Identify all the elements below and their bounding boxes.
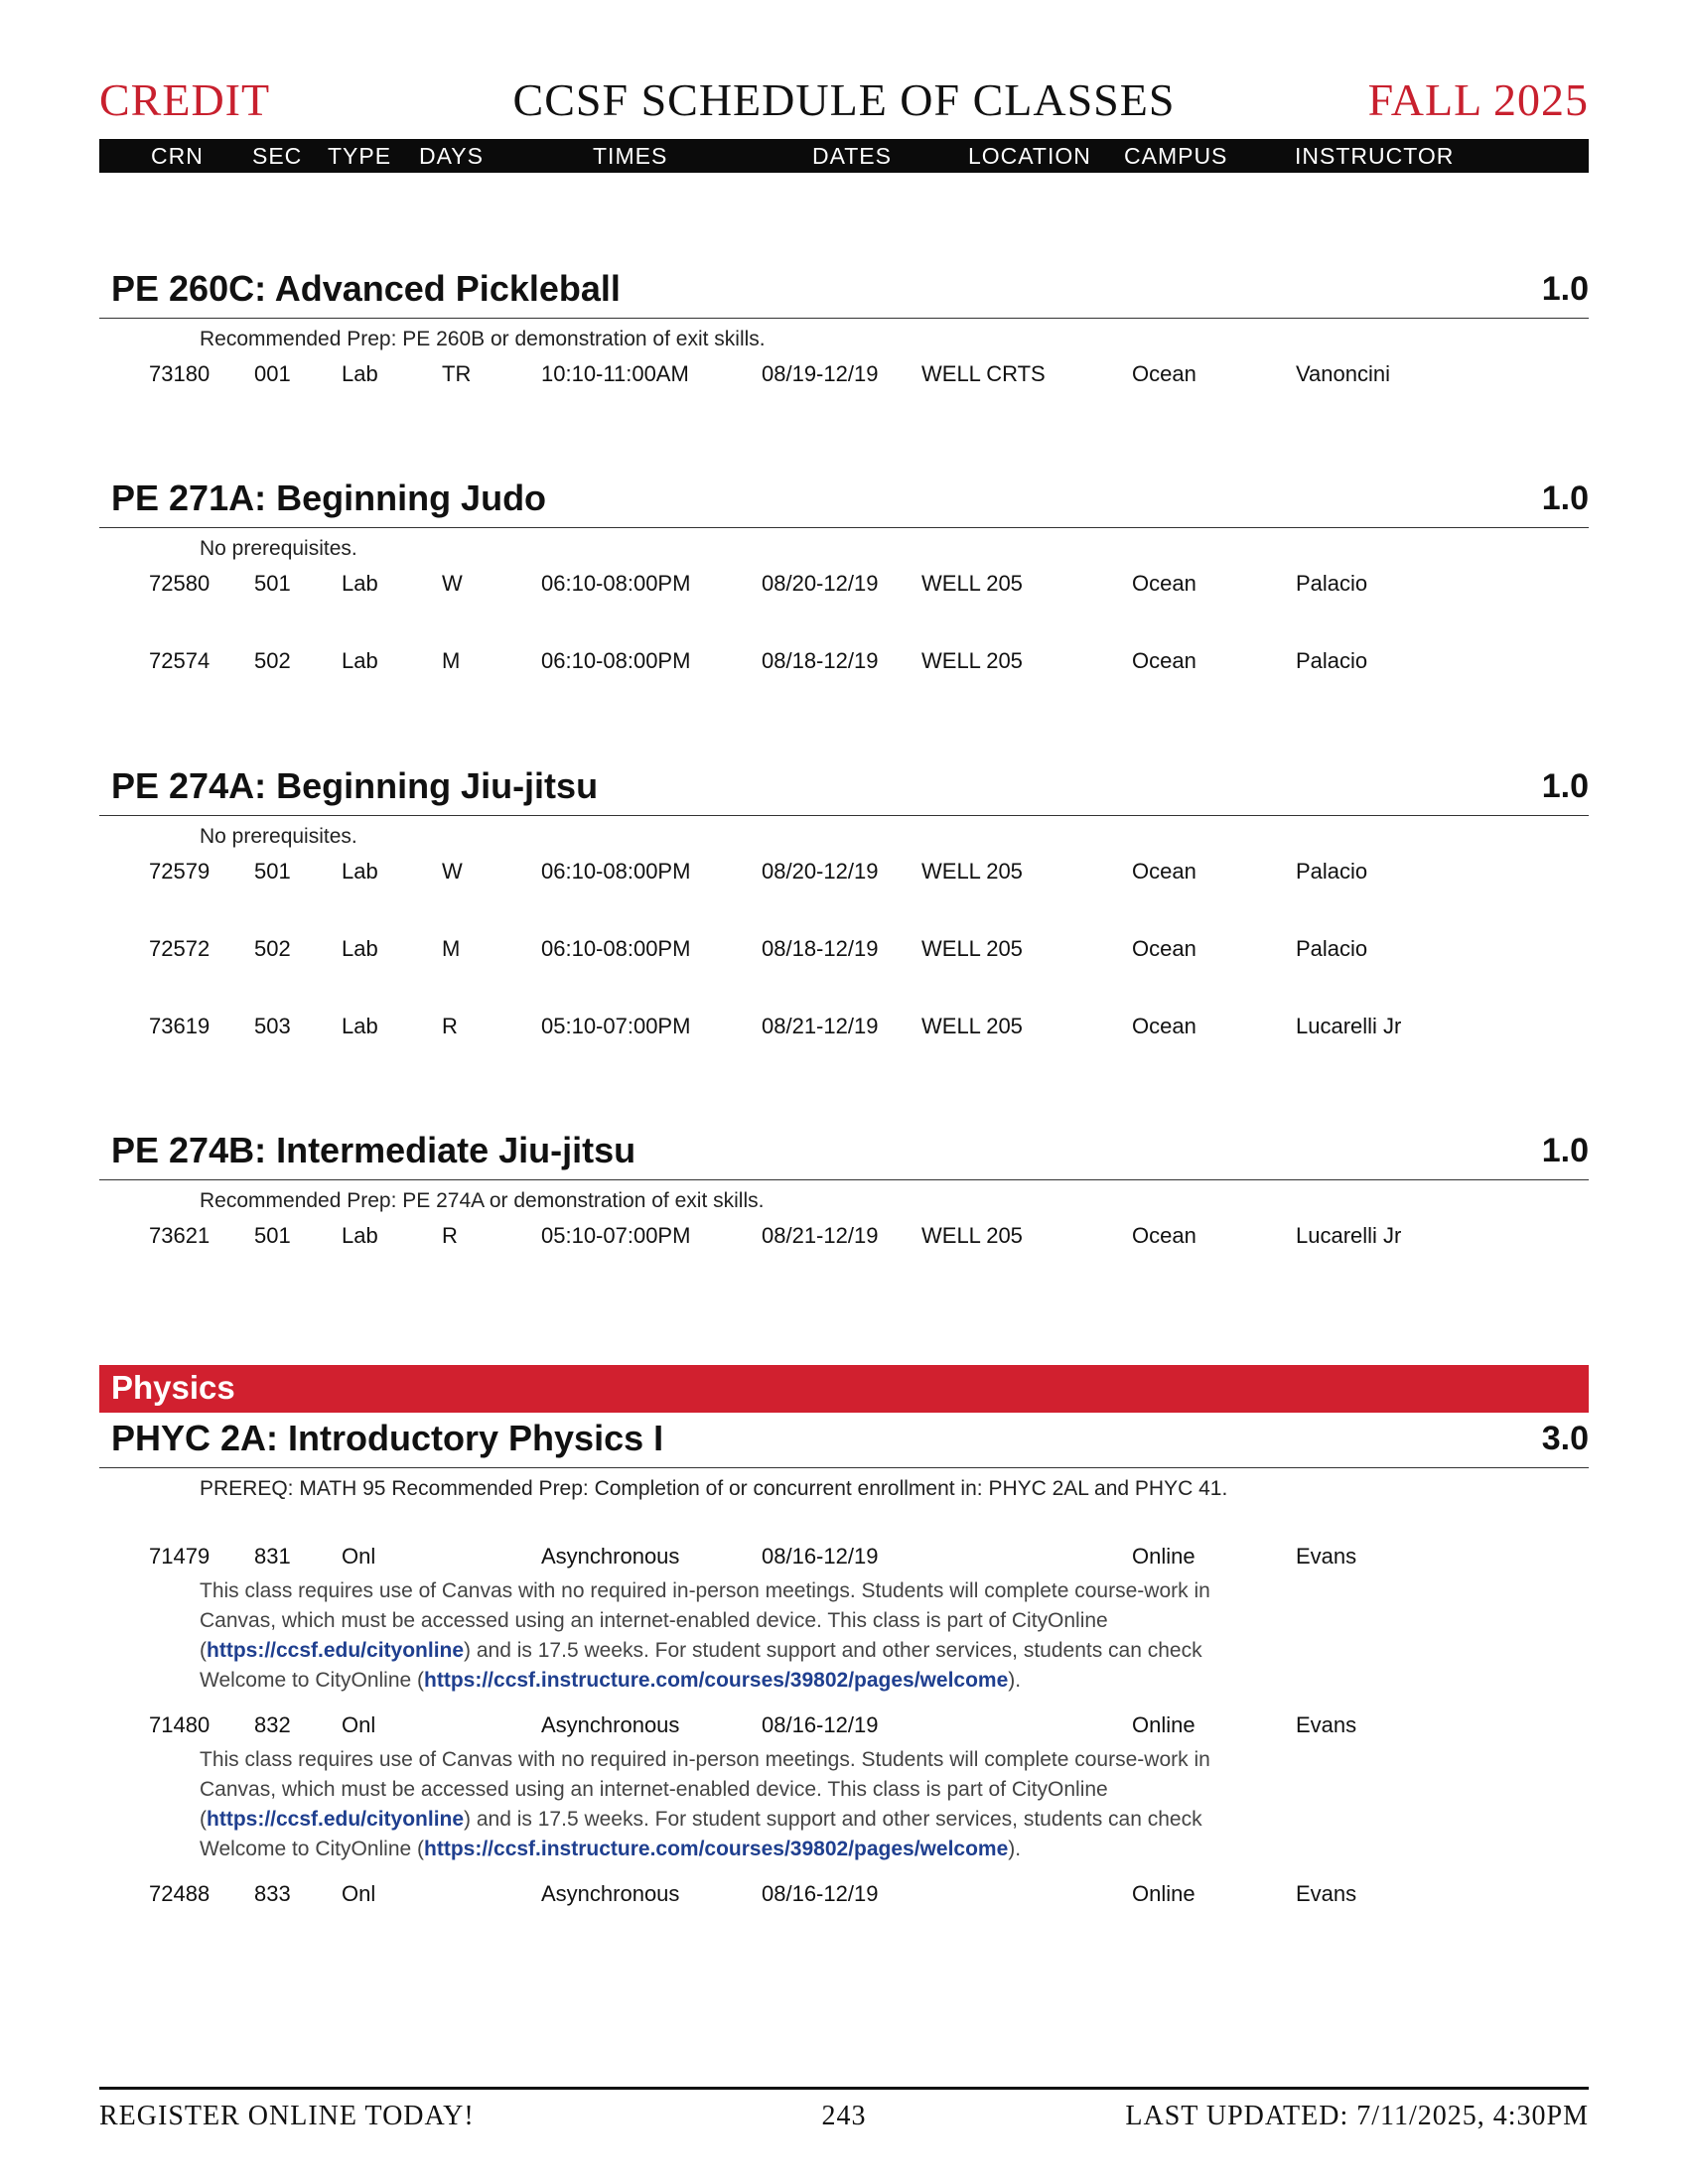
section-times: Asynchronous <box>541 1544 680 1569</box>
section-note <box>200 1576 1252 1696</box>
section-campus: Ocean <box>1132 1223 1196 1248</box>
section-days: W <box>442 571 463 596</box>
section-times: 10:10-11:00AM <box>541 361 689 386</box>
section-times: Asynchronous <box>541 1712 680 1737</box>
section-type: Onl <box>342 1881 376 1906</box>
course-divider <box>99 815 1589 816</box>
section-crn: 72488 <box>149 1881 211 1906</box>
section-row <box>0 859 1688 887</box>
section-location: WELL 205 <box>921 1223 1023 1248</box>
course-prep: No prerequisites. <box>200 825 357 848</box>
section-type: Lab <box>342 648 378 673</box>
section-crn: 71480 <box>149 1712 211 1737</box>
section-crn: 72574 <box>149 648 211 673</box>
course-divider <box>99 318 1589 319</box>
course-prep: PREREQ: MATH 95 Recommended Prep: Completion of or concurrent enrollment in: PHYC 2AL and PHYC 41. <box>200 1477 1228 1500</box>
section-type: Onl <box>342 1712 376 1737</box>
section-sec: 833 <box>254 1881 291 1906</box>
last-updated-text: LAST UPDATED: 7/11/2025, 4:30PM <box>1125 2101 1589 2131</box>
section-campus: Ocean <box>1132 859 1196 884</box>
section-sec: 501 <box>254 859 291 884</box>
section-instructor: Lucarelli Jr <box>1296 1014 1402 1038</box>
section-row <box>0 1544 1688 1571</box>
course-prep: No prerequisites. <box>200 537 357 560</box>
section-location: WELL 205 <box>921 859 1023 884</box>
section-campus: Ocean <box>1132 936 1196 961</box>
section-sec: 502 <box>254 936 291 961</box>
section-type: Lab <box>342 1223 378 1248</box>
section-campus: Online <box>1132 1712 1196 1737</box>
page-number: 243 <box>821 2101 867 2131</box>
section-dates: 08/16-12/19 <box>762 1544 879 1569</box>
welcome-link[interactable]: https://ccsf.instructure.com/courses/39802/pages/welcome <box>424 1669 1009 1692</box>
course-title: PE 274B: Intermediate Jiu-jitsu <box>111 1130 636 1170</box>
section-type: Lab <box>342 859 378 884</box>
credit-label: CREDIT <box>99 74 271 125</box>
section-days: M <box>442 648 461 673</box>
section-dates: 08/20-12/19 <box>762 859 879 884</box>
section-type: Onl <box>342 1544 376 1569</box>
section-sec: 502 <box>254 648 291 673</box>
course-units: 1.0 <box>1541 270 1589 308</box>
section-location: WELL 205 <box>921 648 1023 673</box>
section-sec: 832 <box>254 1712 291 1737</box>
section-days: R <box>442 1014 458 1038</box>
course-title: PE 271A: Beginning Judo <box>111 478 547 518</box>
course-units: 1.0 <box>1541 767 1589 805</box>
section-crn: 71479 <box>149 1544 211 1569</box>
course-units: 3.0 <box>1541 1420 1589 1457</box>
section-times: 06:10-08:00PM <box>541 648 691 673</box>
section-row <box>0 361 1688 389</box>
section-campus: Ocean <box>1132 571 1196 596</box>
section-dates: 08/16-12/19 <box>762 1712 879 1737</box>
section-instructor: Palacio <box>1296 936 1368 961</box>
welcome-link[interactable]: https://ccsf.instructure.com/courses/39802/pages/welcome <box>424 1838 1009 1860</box>
section-sec: 831 <box>254 1544 291 1569</box>
section-row <box>0 1712 1688 1740</box>
note-text: This class requires use of Canvas with no required in-person meetings. Students will complete course-work in Canvas, which must be accessed using an internet-enabled device. This class is part of CityOnline ( <box>200 1579 1210 1662</box>
section-sec: 501 <box>254 571 291 596</box>
section-days: R <box>442 1223 458 1248</box>
column-sec: SEC <box>252 143 303 169</box>
course-title: PE 274A: Beginning Jiu-jitsu <box>111 765 599 806</box>
note-text: ). <box>1008 1669 1022 1692</box>
course-divider <box>99 527 1589 528</box>
section-row <box>0 1223 1688 1251</box>
course-units: 1.0 <box>1541 479 1589 517</box>
column-type: TYPE <box>328 143 392 169</box>
section-days: M <box>442 936 461 961</box>
section-campus: Ocean <box>1132 361 1196 386</box>
section-times: Asynchronous <box>541 1881 680 1906</box>
term-label: FALL 2025 <box>1367 74 1589 125</box>
section-instructor: Lucarelli Jr <box>1296 1223 1402 1248</box>
section-instructor: Evans <box>1296 1712 1357 1737</box>
section-crn: 72579 <box>149 859 211 884</box>
column-campus: CAMPUS <box>1124 143 1228 169</box>
department-name: Physics <box>111 1369 235 1406</box>
page-header <box>99 73 1589 133</box>
column-header-bar <box>99 139 1589 173</box>
section-times: 05:10-07:00PM <box>541 1223 691 1248</box>
column-crn: CRN <box>151 143 204 169</box>
section-row <box>0 648 1688 676</box>
section-location: WELL CRTS <box>921 361 1046 386</box>
register-online-text: REGISTER ONLINE TODAY! <box>99 2101 475 2131</box>
section-dates: 08/20-12/19 <box>762 571 879 596</box>
note-text: This class requires use of Canvas with no required in-person meetings. Students will complete course-work in Canvas, which must be accessed using an internet-enabled device. This class is part of CityOnline ( <box>200 1748 1210 1831</box>
section-location: WELL 205 <box>921 1014 1023 1038</box>
column-instructor: INSTRUCTOR <box>1295 143 1455 169</box>
section-days: TR <box>442 361 472 386</box>
note-text: ) and is 17.5 weeks. For student support and other services, students can check Welcome to CityOnline ( <box>200 1808 1202 1860</box>
section-crn: 72580 <box>149 571 211 596</box>
section-location: WELL 205 <box>921 936 1023 961</box>
note-text: ) and is 17.5 weeks. For student support and other services, students can check Welcome to CityOnline ( <box>200 1639 1202 1692</box>
section-times: 06:10-08:00PM <box>541 859 691 884</box>
section-sec: 503 <box>254 1014 291 1038</box>
section-instructor: Vanoncini <box>1296 361 1390 386</box>
course-title: PHYC 2A: Introductory Physics I <box>111 1418 664 1458</box>
page-title: CCSF SCHEDULE OF CLASSES <box>512 74 1176 125</box>
course-prep: Recommended Prep: PE 274A or demonstration of exit skills. <box>200 1189 765 1212</box>
column-times: TIMES <box>593 143 668 169</box>
note-text: ). <box>1008 1838 1022 1860</box>
section-instructor: Palacio <box>1296 571 1368 596</box>
section-instructor: Evans <box>1296 1544 1357 1569</box>
section-crn: 73180 <box>149 361 211 386</box>
section-campus: Ocean <box>1132 648 1196 673</box>
course-title: PE 260C: Advanced Pickleball <box>111 268 621 309</box>
section-dates: 08/16-12/19 <box>762 1881 879 1906</box>
section-location: WELL 205 <box>921 571 1023 596</box>
column-days: DAYS <box>419 143 484 169</box>
course-prep: Recommended Prep: PE 260B or demonstration of exit skills. <box>200 328 766 350</box>
section-sec: 501 <box>254 1223 291 1248</box>
section-note <box>200 1745 1252 1864</box>
section-dates: 08/21-12/19 <box>762 1014 879 1038</box>
section-crn: 73619 <box>149 1014 211 1038</box>
department-header <box>99 1365 1589 1413</box>
section-sec: 001 <box>254 361 291 386</box>
section-times: 06:10-08:00PM <box>541 571 691 596</box>
section-times: 05:10-07:00PM <box>541 1014 691 1038</box>
section-row <box>0 571 1688 599</box>
section-times: 06:10-08:00PM <box>541 936 691 961</box>
section-dates: 08/18-12/19 <box>762 936 879 961</box>
cityonline-link[interactable]: https://ccsf.edu/cityonline <box>207 1808 465 1831</box>
section-days: W <box>442 859 463 884</box>
section-row <box>0 1881 1688 1909</box>
section-type: Lab <box>342 571 378 596</box>
section-type: Lab <box>342 361 378 386</box>
section-campus: Online <box>1132 1544 1196 1569</box>
section-instructor: Evans <box>1296 1881 1357 1906</box>
section-campus: Ocean <box>1132 1014 1196 1038</box>
section-crn: 72572 <box>149 936 211 961</box>
section-dates: 08/21-12/19 <box>762 1223 879 1248</box>
course-units: 1.0 <box>1541 1132 1589 1169</box>
course-divider <box>99 1179 1589 1180</box>
column-location: LOCATION <box>968 143 1091 169</box>
section-type: Lab <box>342 1014 378 1038</box>
section-campus: Online <box>1132 1881 1196 1906</box>
course-divider <box>99 1467 1589 1468</box>
section-dates: 08/19-12/19 <box>762 361 879 386</box>
section-row <box>0 936 1688 964</box>
cityonline-link[interactable]: https://ccsf.edu/cityonline <box>207 1639 465 1662</box>
section-instructor: Palacio <box>1296 648 1368 673</box>
column-dates: DATES <box>812 143 892 169</box>
section-row <box>0 1014 1688 1041</box>
section-type: Lab <box>342 936 378 961</box>
section-crn: 73621 <box>149 1223 211 1248</box>
footer-divider <box>99 2087 1589 2090</box>
section-dates: 08/18-12/19 <box>762 648 879 673</box>
section-instructor: Palacio <box>1296 859 1368 884</box>
